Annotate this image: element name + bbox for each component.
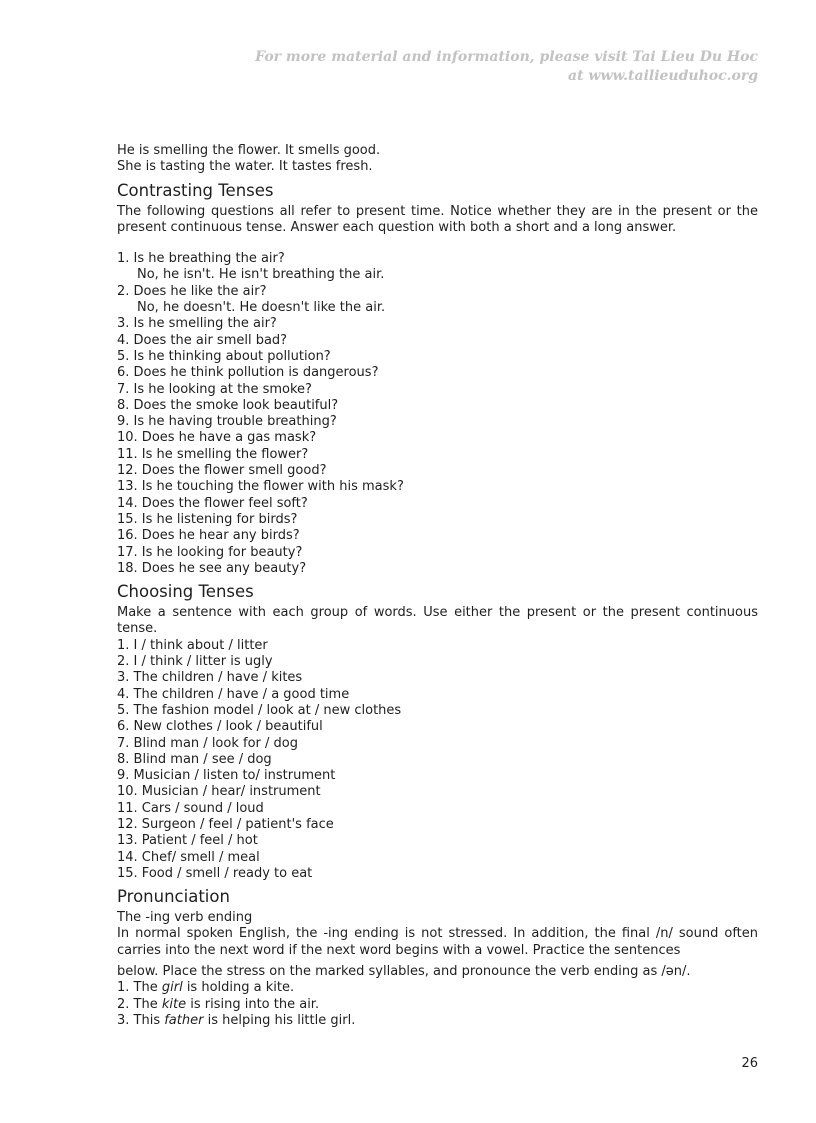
exercise-item: 2. I / think / litter is ugly — [117, 654, 273, 670]
pronunciation-paragraph: In normal spoken English, the -ing ending is not stressed. In addition, the final /n/ sound often carries into the next word if the next word begins with a vowel. Practice the sentences — [117, 926, 758, 958]
exercise-item: 13. Patient / feel / hot — [117, 833, 258, 849]
pronunciation-subheading: The -ing verb ending — [117, 910, 253, 926]
exercise-item: 7. Blind man / look for / dog — [117, 735, 298, 751]
exercise-item: 9. Musician / listen to/ instrument — [117, 768, 336, 784]
stressed-word: father — [164, 1012, 204, 1028]
question-item: 6. Does he think pollution is dangerous? — [117, 365, 379, 381]
exercise-item: 11. Cars / sound / loud — [117, 800, 264, 816]
practice-sentence: 2. The kite is rising into the air. — [117, 996, 320, 1012]
stressed-word: girl — [161, 980, 183, 996]
choosing-instructions: Make a sentence with each group of words. Use either the present or the present continuous tense. — [117, 605, 758, 637]
question-item: 4. Does the air smell bad? — [117, 332, 288, 348]
contrasting-instructions: The following questions all refer to present time. Notice whether they are in the present or the present continuous tense. Answer each question with both a short and a long answer. — [117, 203, 758, 235]
question-item: 15. Is he listening for birds? — [117, 511, 298, 527]
choosing-tenses-heading: Choosing Tenses — [117, 582, 254, 602]
intro-line: He is smelling the flower. It smells good. — [117, 143, 381, 158]
question-item: 8. Does the smoke look beautiful? — [117, 397, 339, 413]
watermark-line-2: at www.tailieuduhoc.org — [568, 68, 758, 84]
question-item: 5. Is he thinking about pollution? — [117, 348, 331, 364]
watermark-line-1: For more material and information, please visit Tai Lieu Du Hoc — [255, 49, 758, 65]
practice-sentence: 3. This father is helping his little girl. — [117, 1012, 356, 1028]
question-item: 11. Is he smelling the flower? — [117, 446, 309, 462]
exercise-item: 6. New clothes / look / beautiful — [117, 719, 323, 735]
question-item: 1. Is he breathing the air? — [117, 251, 285, 267]
watermark — [255, 48, 758, 86]
page-content — [117, 143, 758, 1029]
practice-sentence: 1. The girl is holding a kite. — [117, 980, 295, 996]
question-item: 9. Is he having trouble breathing? — [117, 414, 337, 430]
question-item: 10. Does he have a gas mask? — [117, 430, 317, 446]
exercise-item: 10. Musician / hear/ instrument — [117, 784, 321, 800]
question-item: 16. Does he hear any birds? — [117, 528, 300, 544]
question-item: 14. Does the flower feel soft? — [117, 495, 308, 511]
question-item: 3. Is he smelling the air? — [117, 316, 277, 332]
stressed-word: kite — [161, 996, 187, 1012]
answer-item: No, he isn't. He isn't breathing the air. — [137, 267, 385, 283]
exercise-item: 5. The fashion model / look at / new clothes — [117, 702, 402, 718]
pronunciation-paragraph-continued: below. Place the stress on the marked syllables, and pronounce the verb ending as /ən/. — [117, 964, 691, 980]
page-number: 26 — [741, 1056, 758, 1071]
question-item: 7. Is he looking at the smoke? — [117, 381, 312, 397]
question-item: 2. Does he like the air? — [117, 283, 267, 299]
question-item: 13. Is he touching the flower with his mask? — [117, 479, 404, 495]
exercise-item: 12. Surgeon / feel / patient's face — [117, 816, 334, 832]
exercise-item: 3. The children / have / kites — [117, 670, 303, 686]
question-item: 12. Does the flower smell good? — [117, 463, 327, 479]
exercise-item: 4. The children / have / a good time — [117, 686, 350, 702]
answer-item: No, he doesn't. He doesn't like the air. — [137, 300, 386, 316]
exercise-item: 1. I / think about / litter — [117, 637, 268, 653]
exercise-item: 8. Blind man / see / dog — [117, 751, 272, 767]
exercise-item: 15. Food / smell / ready to eat — [117, 865, 313, 881]
pronunciation-heading: Pronunciation — [117, 887, 230, 907]
intro-line: She is tasting the water. It tastes fresh. — [117, 159, 373, 175]
contrasting-tenses-heading: Contrasting Tenses — [117, 180, 274, 200]
exercise-item: 14. Chef/ smell / meal — [117, 849, 260, 865]
question-item: 17. Is he looking for beauty? — [117, 544, 303, 560]
question-item: 18. Does he see any beauty? — [117, 560, 307, 576]
